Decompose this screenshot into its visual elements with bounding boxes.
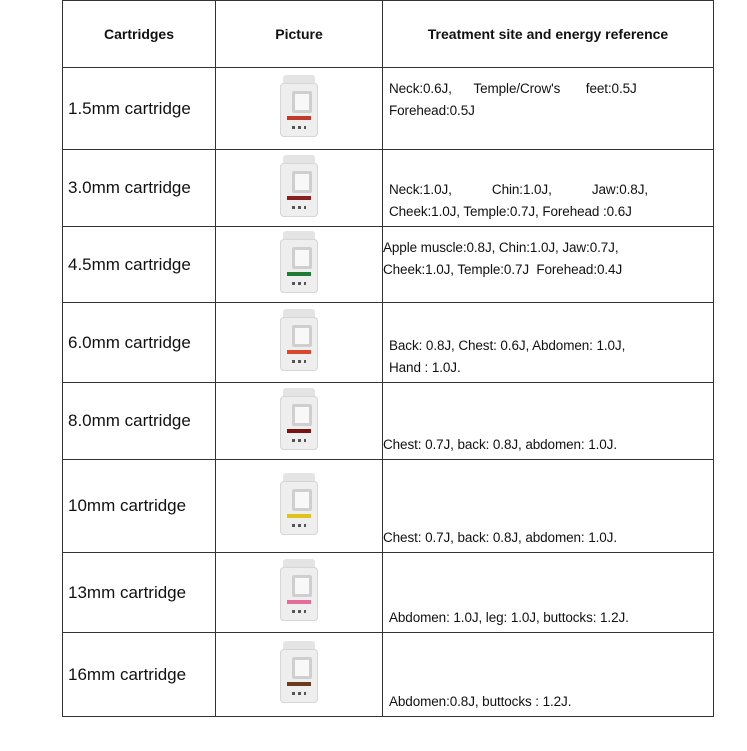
table-row xyxy=(63,68,714,150)
cartridge-image xyxy=(280,231,318,293)
cartridge-picture-cell xyxy=(216,460,383,553)
cartridge-image xyxy=(280,155,318,217)
treatment-line-1: Neck:1.0J, Chin:1.0J, Jaw:0.8J, xyxy=(389,182,649,197)
cartridge-image xyxy=(280,473,318,535)
table-row xyxy=(63,633,714,717)
color-label xyxy=(287,350,311,354)
header-treatment: Treatment site and energy reference xyxy=(383,1,714,68)
cartridge-picture-cell xyxy=(216,303,383,383)
cartridge-image xyxy=(280,75,318,137)
treatment-line-1: Neck:0.6J, Temple/Crow's feet:0.5J xyxy=(389,81,637,96)
cartridge-image xyxy=(280,309,318,371)
treatment-cell xyxy=(383,227,714,303)
treatment-line-2: Cheek:1.0J, Temple:0.7J, Forehead :0.6J xyxy=(389,204,632,219)
treatment-line-1: Abdomen:0.8J, buttocks : 1.2J. xyxy=(389,694,572,709)
treatment-cell xyxy=(383,150,714,227)
header-row xyxy=(63,1,714,68)
header-cartridges: Cartridges xyxy=(63,1,216,68)
color-label xyxy=(287,682,311,686)
cartridge-table xyxy=(62,0,714,717)
treatment-line-1: Abdomen: 1.0J, leg: 1.0J, buttocks: 1.2J. xyxy=(389,610,629,625)
color-label xyxy=(287,272,311,276)
treatment-line-2: Forehead:0.5J xyxy=(389,103,475,118)
color-label xyxy=(287,600,311,604)
color-label xyxy=(287,196,311,200)
cartridge-name: 4.5mm cartridge xyxy=(63,227,216,303)
table-row xyxy=(63,553,714,633)
treatment-cell xyxy=(383,383,714,460)
treatment-line-2: Hand : 1.0J. xyxy=(389,360,461,375)
cartridge-name: 3.0mm cartridge xyxy=(63,150,216,227)
cartridge-name: 13mm cartridge xyxy=(63,553,216,633)
treatment-line-1: Back: 0.8J, Chest: 0.6J, Abdomen: 1.0J, xyxy=(389,338,626,353)
treatment-cell xyxy=(383,303,714,383)
cartridge-picture-cell xyxy=(216,68,383,150)
table-row xyxy=(63,227,714,303)
treatment-cell xyxy=(383,68,714,150)
color-label xyxy=(287,116,311,120)
treatment-line-1: Apple muscle:0.8J, Chin:1.0J, Jaw:0.7J, xyxy=(383,240,619,255)
treatment-cell xyxy=(383,460,714,553)
cartridge-name: 6.0mm cartridge xyxy=(63,303,216,383)
table-row xyxy=(63,383,714,460)
cartridge-picture-cell xyxy=(216,150,383,227)
color-label xyxy=(287,429,311,433)
treatment-cell xyxy=(383,633,714,717)
cartridge-image xyxy=(280,559,318,621)
treatment-cell xyxy=(383,553,714,633)
cartridge-name: 10mm cartridge xyxy=(63,460,216,553)
treatment-line-2: Cheek:1.0J, Temple:0.7J Forehead:0.4J xyxy=(383,262,623,277)
color-label xyxy=(287,514,311,518)
cartridge-name: 8.0mm cartridge xyxy=(63,383,216,460)
cartridge-image xyxy=(280,388,318,450)
table-row xyxy=(63,460,714,553)
cartridge-picture-cell xyxy=(216,227,383,303)
table-row xyxy=(63,150,714,227)
cartridge-picture-cell xyxy=(216,383,383,460)
cartridge-picture-cell xyxy=(216,553,383,633)
cartridge-image xyxy=(280,641,318,703)
cartridge-picture-cell xyxy=(216,633,383,717)
header-picture: Picture xyxy=(216,1,383,68)
treatment-line-1: Chest: 0.7J, back: 0.8J, abdomen: 1.0J. xyxy=(383,437,617,452)
cartridge-name: 16mm cartridge xyxy=(63,633,216,717)
cartridge-name: 1.5mm cartridge xyxy=(63,68,216,150)
treatment-line-1: Chest: 0.7J, back: 0.8J, abdomen: 1.0J. xyxy=(383,530,617,545)
table-row xyxy=(63,303,714,383)
